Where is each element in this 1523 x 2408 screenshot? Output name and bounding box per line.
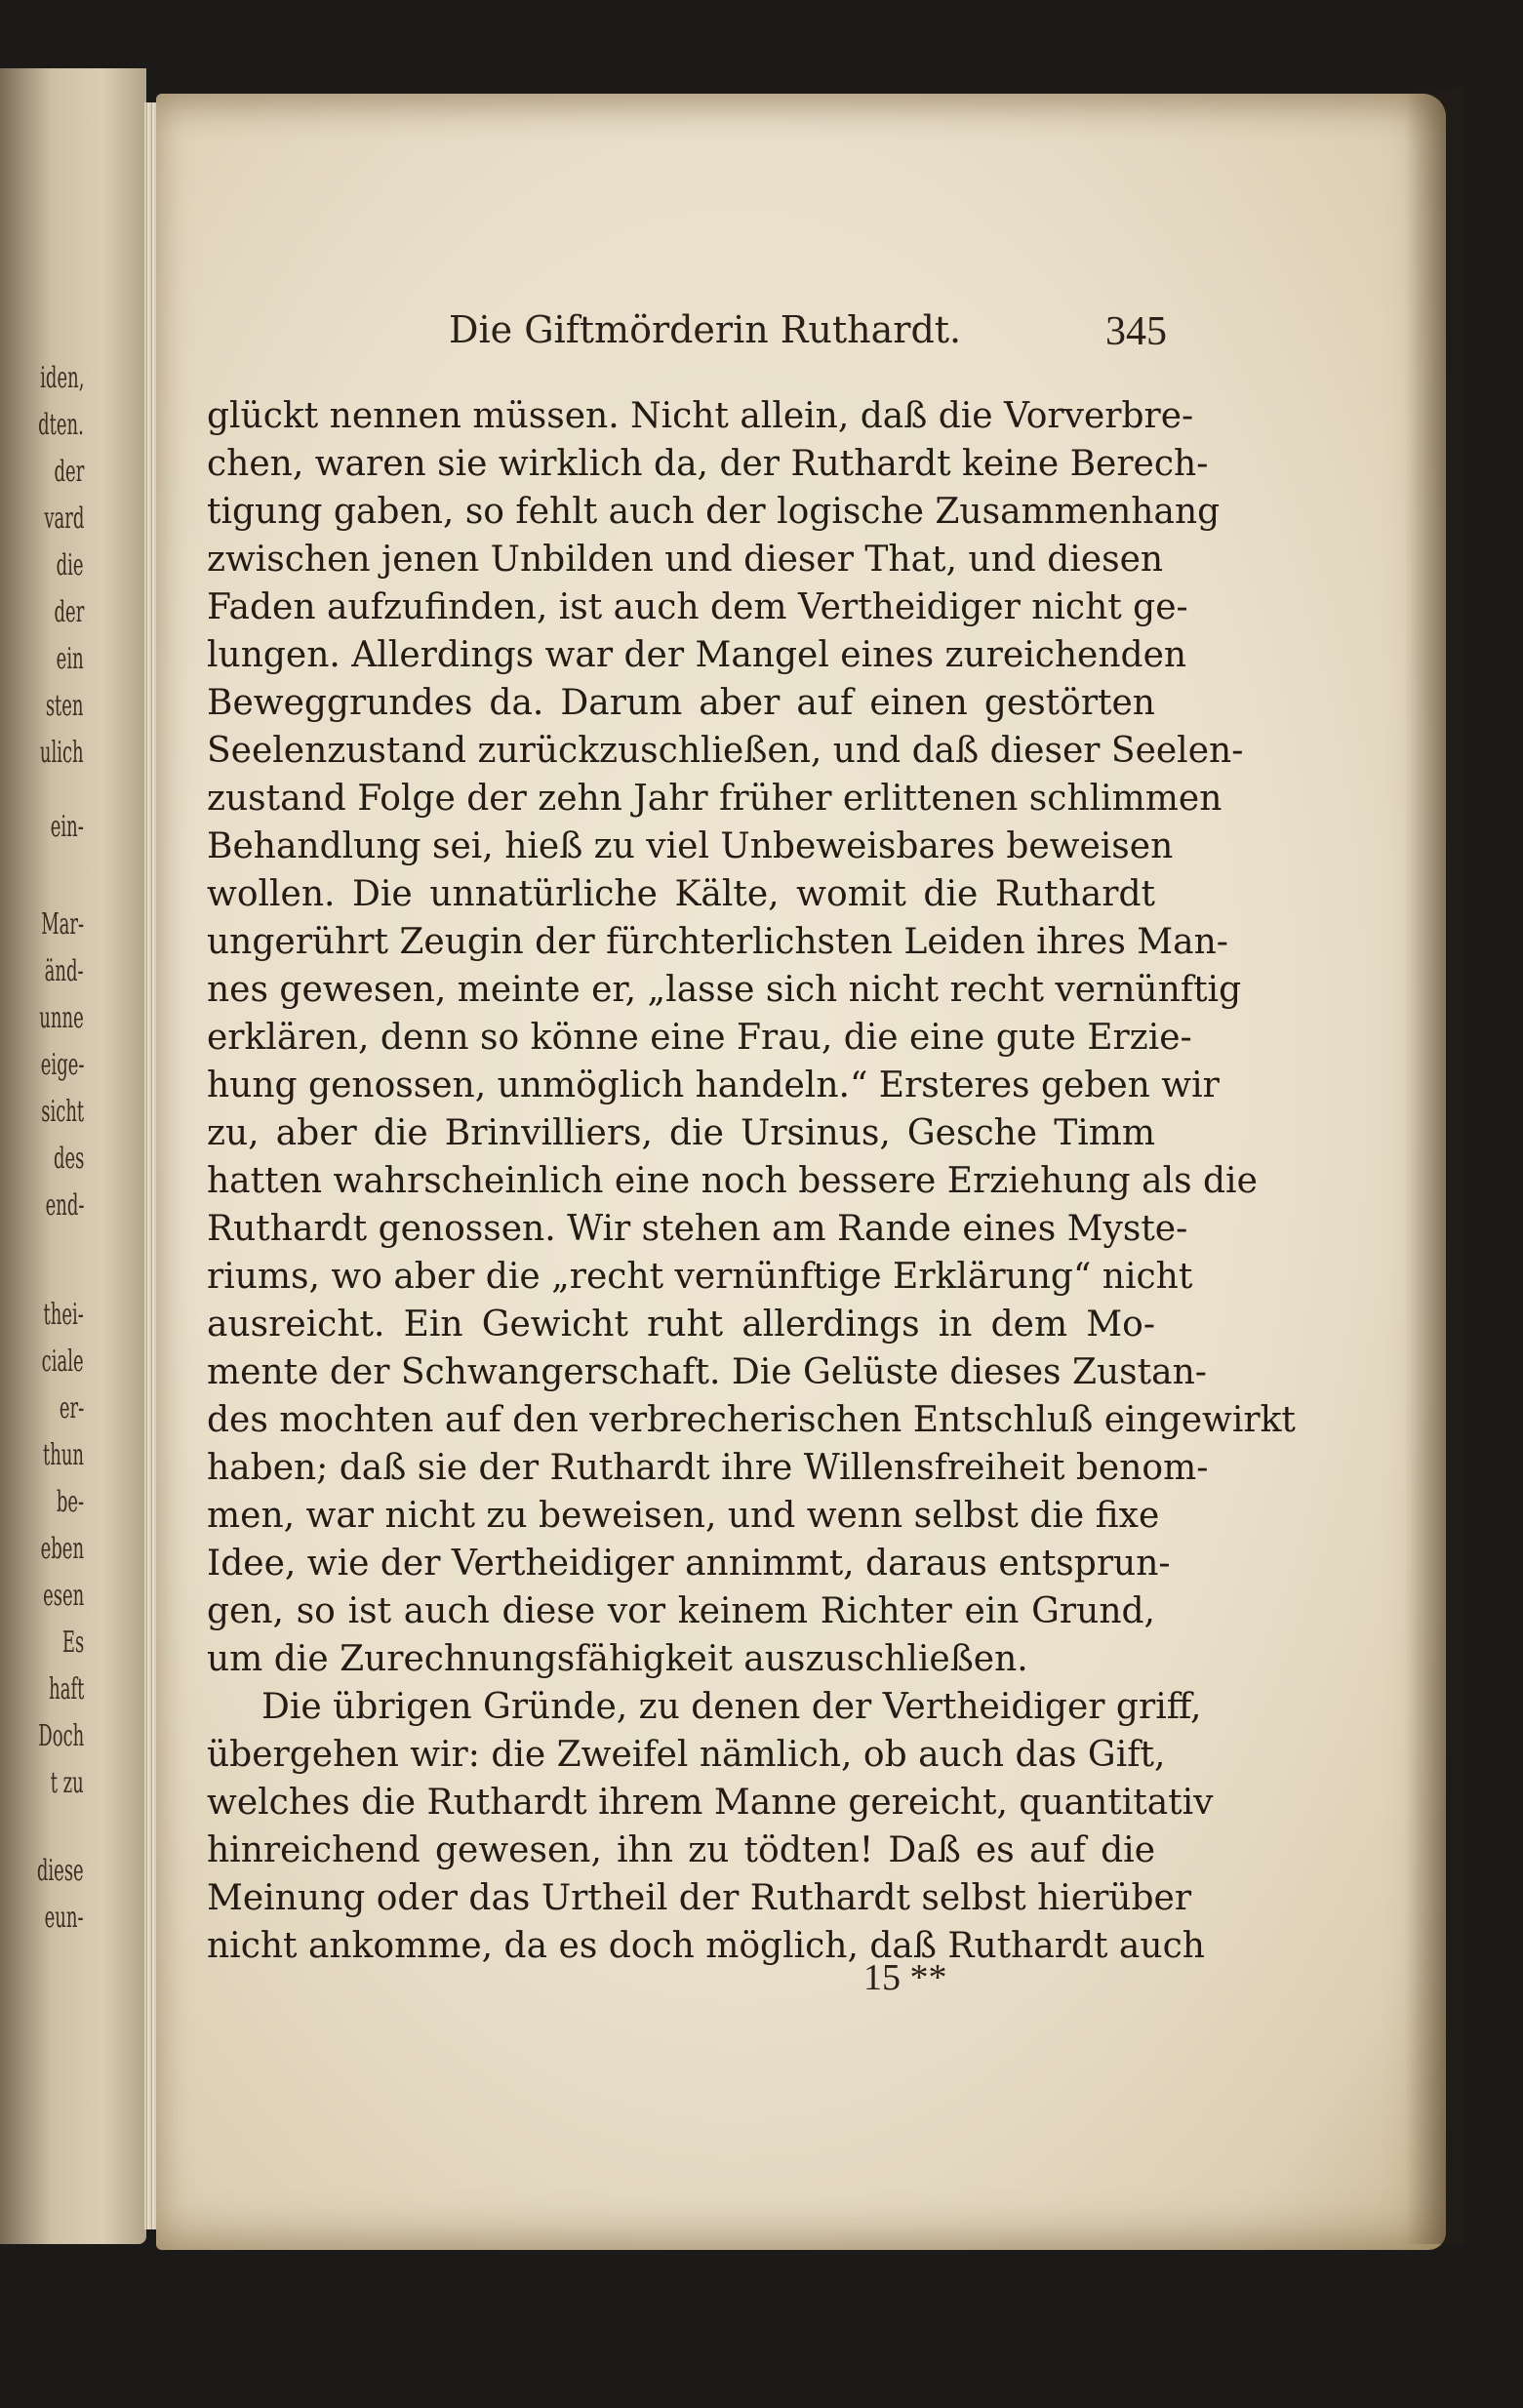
page-number: 345 xyxy=(1105,309,1167,354)
previous-page-fragment: dten. xyxy=(38,408,84,442)
previous-page-fragment: der xyxy=(54,455,84,489)
text-line: Seelenzustand zurückzuschließen, und daß dieser Seelen- xyxy=(207,731,1244,771)
body-text xyxy=(207,392,1296,1970)
text-line: chen, waren sie wirklich da, der Ruthardt keine Berech- xyxy=(207,444,1209,484)
text-line: des mochten auf den verbrecherischen Entschluß eingewirkt xyxy=(207,1400,1296,1440)
text-line: zustand Folge der zehn Jahr früher erlittenen schlimmen xyxy=(207,779,1222,819)
previous-page-fragment: die xyxy=(57,548,84,582)
text-line: ausreicht. Ein Gewicht ruht allerdings in dem Mo- xyxy=(207,1304,1155,1344)
previous-page-fragment: esen xyxy=(42,1579,84,1613)
previous-page-fragment: vard xyxy=(43,502,84,536)
text-line: haben; daß sie der Ruthardt ihre Willensfreiheit benom- xyxy=(207,1448,1209,1488)
previous-page-fragment: eben xyxy=(40,1532,84,1566)
previous-page-fragment: t zu xyxy=(50,1766,84,1800)
previous-page-fragment: ein xyxy=(56,642,84,676)
text-line: welches die Ruthardt ihrem Manne gereicht, quantitativ xyxy=(207,1783,1214,1823)
previous-page-fragment: ulich xyxy=(40,736,84,770)
previous-page-fragment: sten xyxy=(46,689,84,723)
previous-page-fragment: eige- xyxy=(40,1048,84,1082)
text-line: hung genossen, unmöglich handeln.“ Ersteres geben wir xyxy=(207,1065,1220,1105)
previous-page-edge xyxy=(0,68,146,2244)
previous-page-fragment: diese xyxy=(37,1854,84,1888)
signature-mark: 15 ** xyxy=(863,1957,947,1998)
text-line: übergehen wir: die Zweifel nämlich, ob auch das Gift, xyxy=(207,1735,1166,1775)
text-line: riums, wo aber die „recht vernünftige Erklärung“ nicht xyxy=(207,1257,1193,1297)
running-title: Die Giftmörderin Ruthardt. xyxy=(449,308,962,351)
text-line: nes gewesen, meinte er, „lasse sich nicht recht vernünftig xyxy=(207,970,1242,1010)
text-line: men, war nicht zu beweisen, und wenn selbst die fixe xyxy=(207,1496,1160,1536)
text-line: zwischen jenen Unbilden und dieser That, und diesen xyxy=(207,540,1164,580)
text-line: nicht ankomme, da es doch möglich, daß Ruthardt auch xyxy=(207,1926,1205,1966)
previous-page-fragment: des xyxy=(53,1142,84,1176)
previous-page-fragment: ciale xyxy=(42,1344,84,1379)
text-line: Beweggrundes da. Darum aber auf einen gestörten xyxy=(207,683,1155,723)
previous-page-fragment: sicht xyxy=(41,1095,84,1129)
previous-page-fragment: Es xyxy=(61,1625,84,1660)
previous-page-fragment: eun- xyxy=(45,1901,84,1935)
previous-page-fragment: thei- xyxy=(43,1298,84,1332)
text-line: Faden aufzufinden, ist auch dem Vertheidiger nicht ge- xyxy=(207,587,1188,627)
text-line: ungerührt Zeugin der fürchterlichsten Leiden ihres Man- xyxy=(207,922,1228,962)
previous-page-fragment: haft xyxy=(48,1672,84,1706)
previous-page-fragment: änd- xyxy=(45,954,84,988)
text-line: zu, aber die Brinvilliers, die Ursinus, Gesche Timm xyxy=(207,1113,1155,1153)
previous-page-fragment: end- xyxy=(45,1188,84,1223)
previous-page-fragment: ein- xyxy=(50,810,84,844)
text-line: wollen. Die unnatürliche Kälte, womit die Ruthardt xyxy=(207,874,1155,914)
text-line: Meinung oder das Urtheil der Ruthardt selbst hierüber xyxy=(207,1878,1192,1918)
text-line: erklären, denn so könne eine Frau, die eine gute Erzie- xyxy=(207,1018,1192,1058)
running-header xyxy=(449,308,1167,367)
previous-page-fragment: thun xyxy=(42,1438,84,1472)
text-line: gen, so ist auch diese vor keinem Richter ein Grund, xyxy=(207,1591,1155,1631)
text-line: hinreichend gewesen, ihn zu tödten! Daß es auf die xyxy=(207,1830,1155,1870)
previous-page-fragment: der xyxy=(54,595,84,629)
text-line: Die übrigen Gründe, zu denen der Vertheidiger griff, xyxy=(261,1687,1202,1727)
text-line: glückt nennen müssen. Nicht allein, daß die Vorverbre- xyxy=(207,396,1194,436)
previous-page-fragment: unne xyxy=(39,1001,84,1035)
text-line: Idee, wie der Vertheidiger annimmt, daraus entsprun- xyxy=(207,1544,1171,1584)
previous-page-fragment: Mar- xyxy=(41,907,84,942)
text-line: um die Zurechnungsfähigkeit auszuschließen. xyxy=(207,1639,1028,1679)
text-line: Behandlung sei, hieß zu viel Unbeweisbares beweisen xyxy=(207,826,1174,866)
text-line: tigung gaben, so fehlt auch der logische Zusammenhang xyxy=(207,492,1221,532)
previous-page-fragment: iden, xyxy=(39,361,84,395)
text-line: hatten wahrscheinlich eine noch bessere Erziehung als die xyxy=(207,1161,1258,1201)
previous-page-fragment: Doch xyxy=(38,1719,84,1753)
text-line: Ruthardt genossen. Wir stehen am Rande eines Myste- xyxy=(207,1209,1188,1249)
text-line: mente der Schwangerschaft. Die Gelüste dieses Zustan- xyxy=(207,1352,1207,1392)
previous-page-fragment: er- xyxy=(59,1391,84,1425)
previous-page-fragment: be- xyxy=(56,1485,84,1519)
text-line: lungen. Allerdings war der Mangel eines zureichenden xyxy=(207,635,1187,675)
